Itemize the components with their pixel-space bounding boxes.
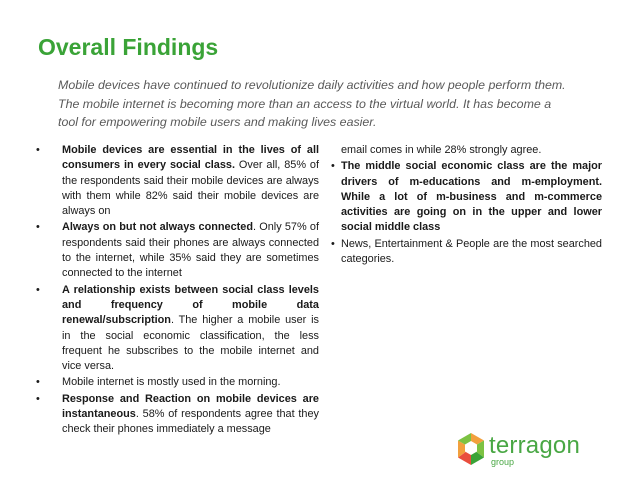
finding-text: Over all, 85% of the respondents said their mobile devices are always with them while 82% said their mobile devices are always on bbox=[62, 159, 319, 218]
finding-item bbox=[36, 220, 319, 281]
finding-item bbox=[36, 375, 319, 390]
finding-text: . 58% of respondents agree that they check their phones immediately a message bbox=[62, 408, 319, 436]
findings-right-column bbox=[330, 143, 602, 268]
finding-item bbox=[36, 283, 319, 375]
bullet-icon: • bbox=[36, 376, 40, 389]
finding-highlight: Always on but not always connected bbox=[62, 221, 254, 234]
bullet-icon: • bbox=[36, 283, 40, 296]
bullet-icon: • bbox=[36, 221, 40, 234]
hexagon-logo-icon bbox=[456, 432, 486, 466]
finding-item bbox=[330, 159, 602, 235]
intro-paragraph: Mobile devices have continued to revolutionize daily activities and how people perform them. The mobile internet is becoming more than an access to the virtual world. It has become a tool for empowering mobile users and making lives easier. bbox=[58, 78, 566, 129]
finding-text: . Only 57% of respondents said their phones are always connected to the internet, while 35% said they are sometimes connected to the internet bbox=[62, 221, 319, 280]
finding-text: . The higher a mobile user is in the social economic classification, the less frequent he subscribes to the mobile internet and vice versa. bbox=[62, 314, 319, 373]
finding-highlight: Mobile devices are essential in the lives of all consumers in every social class. bbox=[62, 144, 319, 172]
finding-text: News, Entertainment & People are the most searched categories. bbox=[341, 237, 602, 266]
finding-highlight: A relationship exists between social class levels and frequency of mobile data renewal/subscription bbox=[62, 283, 319, 327]
finding-item bbox=[36, 392, 319, 438]
bullet-icon: • bbox=[36, 392, 40, 405]
finding-highlight: The middle social economic class are the major drivers of m-educations and m-employment. While a lot of m-business and m-commerce activities are going on in the upper and lower social middle class bbox=[341, 160, 602, 234]
bullet-icon: • bbox=[331, 237, 335, 250]
findings-left-column bbox=[36, 143, 319, 439]
bullet-icon: • bbox=[36, 144, 40, 156]
finding-item bbox=[330, 237, 602, 268]
logo-subtext: group bbox=[491, 457, 515, 467]
finding-text: Mobile internet is mostly used in the morning. bbox=[62, 376, 281, 389]
finding-continuation: email comes in while 28% strongly agree. bbox=[341, 144, 542, 156]
terragon-logo bbox=[456, 432, 580, 476]
logo-wordmark: terragon bbox=[489, 432, 580, 459]
finding-item bbox=[36, 143, 319, 219]
bullet-icon: • bbox=[331, 160, 335, 173]
page-title: Overall Findings bbox=[38, 34, 219, 60]
finding-highlight: Response and Reaction on mobile devices are instantaneous bbox=[62, 392, 319, 421]
